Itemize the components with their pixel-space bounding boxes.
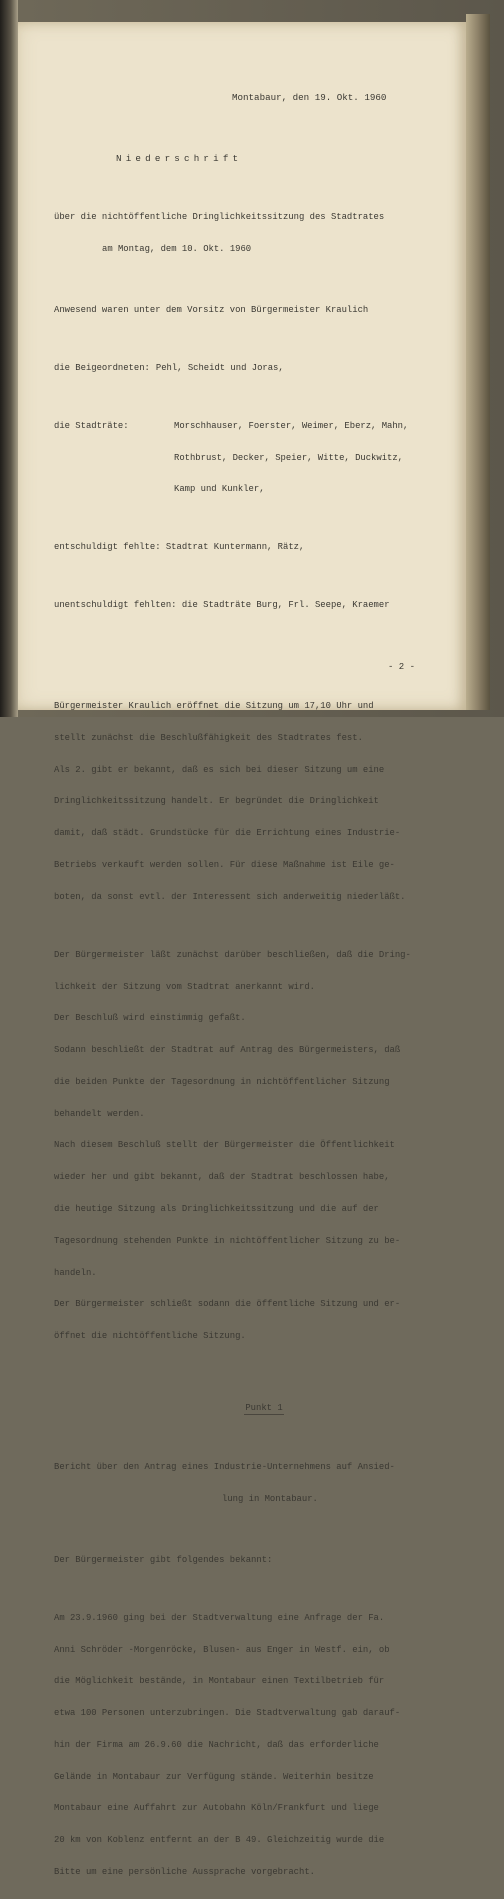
report-line: hin der Firma am 26.9.60 die Nachricht, daß das erforderliche	[54, 1739, 379, 1750]
subject-line: über die nichtöffentliche Dringlichkeitssitzung des Stadtrates	[54, 212, 385, 223]
paragraph-line: Als 2. gibt er bekannt, daß es sich bei dieser Sitzung um eine	[54, 764, 385, 775]
paragraph-line: Nach diesem Beschluß stellt der Bürgermeister die Öffentlichkeit	[54, 1140, 395, 1151]
paragraph-line: lichkeit der Sitzung vom Stadtrat anerkannt wird.	[54, 981, 315, 992]
paragraph-line: Tagesordnung stehenden Punkte in nichtöffentlicher Sitzung zu be-	[54, 1235, 401, 1246]
chair-line: Anwesend waren unter dem Vorsitz von Bürgermeister Kraulich	[54, 304, 369, 315]
report-line: die Möglichkeit bestände, in Montabaur einen Textilbetrieb für	[54, 1676, 385, 1687]
deputies-names: Pehl, Scheidt und Joras,	[155, 362, 284, 373]
councillors-names: Morschhauser, Foerster, Weimer, Eberz, Mahn,	[174, 420, 409, 431]
document-title: Niederschrift	[116, 153, 243, 165]
page-stack-edge	[466, 14, 490, 710]
punkt-title-line: lung in Montabaur.	[222, 1493, 318, 1504]
paragraph-line: Bürgermeister Kraulich eröffnet die Sitzung um 17,10 Uhr und	[54, 701, 374, 712]
report-line: Am 23.9.1960 ging bei der Stadtverwaltung eine Anfrage der Fa.	[54, 1612, 385, 1623]
paragraph-line: Sodann beschließt der Stadtrat auf Antrag des Bürgermeisters, daß	[54, 1045, 401, 1056]
unexcused-line: unentschuldigt fehlten: die Stadträte Burg, Frl. Seepe, Kraemer	[54, 600, 390, 611]
councillors-names: Rothbrust, Decker, Speier, Witte, Duckwitz,	[174, 452, 404, 463]
paragraph-line: Dringlichkeitssitzung handelt. Er begründet die Dringlichkeit	[54, 796, 379, 807]
report-line: Anni Schröder -Morgenröcke, Blusen- aus Enger in Westf. ein, ob	[54, 1644, 390, 1655]
typed-text	[54, 72, 456, 1899]
date-line: Montabaur, den 19. Okt. 1960	[232, 92, 387, 104]
report-line: 20 km von Koblenz entfernt an der B 49. Gleichzeitig wurde die	[54, 1835, 385, 1846]
paragraph-line: Der Bürgermeister läßt zunächst darüber beschließen, daß die Dring-	[54, 949, 411, 960]
subject-line: am Montag, dem 10. Okt. 1960	[102, 243, 252, 254]
deputies-label: die Beigeordneten:	[54, 362, 150, 373]
paragraph-line: die beiden Punkte der Tagesordnung in nichtöffentlicher Sitzung	[54, 1076, 390, 1087]
deputies-row	[54, 363, 456, 374]
excused-line: entschuldigt fehlte: Stadtrat Kuntermann, Rätz,	[54, 542, 305, 553]
announcement-line: Der Bürgermeister gibt folgendes bekannt:	[54, 1554, 273, 1565]
paragraph-line: damit, daß städt. Grundstücke für die Errichtung eines Industrie-	[54, 828, 401, 839]
councillors-label: die Stadträte:	[54, 420, 129, 431]
punkt-title-line: Bericht über den Antrag eines Industrie-Unternehmens auf Ansied-	[54, 1462, 395, 1473]
report-line: etwa 100 Personen unterzubringen. Die Stadtverwaltung gab darauf-	[54, 1708, 401, 1719]
paper-page	[18, 22, 466, 1877]
punkt-heading: Punkt 1	[245, 1402, 283, 1413]
paragraph-line: behandelt werden.	[54, 1108, 145, 1119]
councillors-names: Kamp und Kunkler,	[174, 484, 265, 495]
councillors-row	[54, 421, 456, 432]
report-line: Gelände in Montabaur zur Verfügung stände. Weiterhin besitze	[54, 1771, 374, 1782]
paragraph-line: Der Beschluß wird einstimmig gefaßt.	[54, 1013, 246, 1024]
page-number: - 2 -	[388, 662, 416, 672]
paragraph-line: handeln.	[54, 1267, 97, 1278]
paragraph-line: wieder her und gibt bekannt, daß der Stadtrat beschlossen habe,	[54, 1172, 390, 1183]
paragraph-line: öffnet die nichtöffentliche Sitzung.	[54, 1331, 246, 1342]
paragraph-line: Betriebs verkauft werden sollen. Für diese Maßnahme ist Eile ge-	[54, 859, 395, 870]
paragraph-line: die heutige Sitzung als Dringlichkeitssitzung und die auf der	[54, 1203, 379, 1214]
paragraph-line: Der Bürgermeister schließt sodann die öffentliche Sitzung und er-	[54, 1299, 401, 1310]
paragraph-line: stellt zunächst die Beschlußfähigkeit des Stadtrates fest.	[54, 732, 363, 743]
binding-edge	[0, 0, 18, 717]
paragraph-line: boten, da sonst evtl. der Interessent sich anderweitig niederläßt.	[54, 891, 406, 902]
report-line: Montabaur eine Auffahrt zur Autobahn Köln/Frankfurt und liege	[54, 1803, 379, 1814]
report-line: Bitte um eine persönliche Aussprache vorgebracht.	[54, 1867, 315, 1877]
